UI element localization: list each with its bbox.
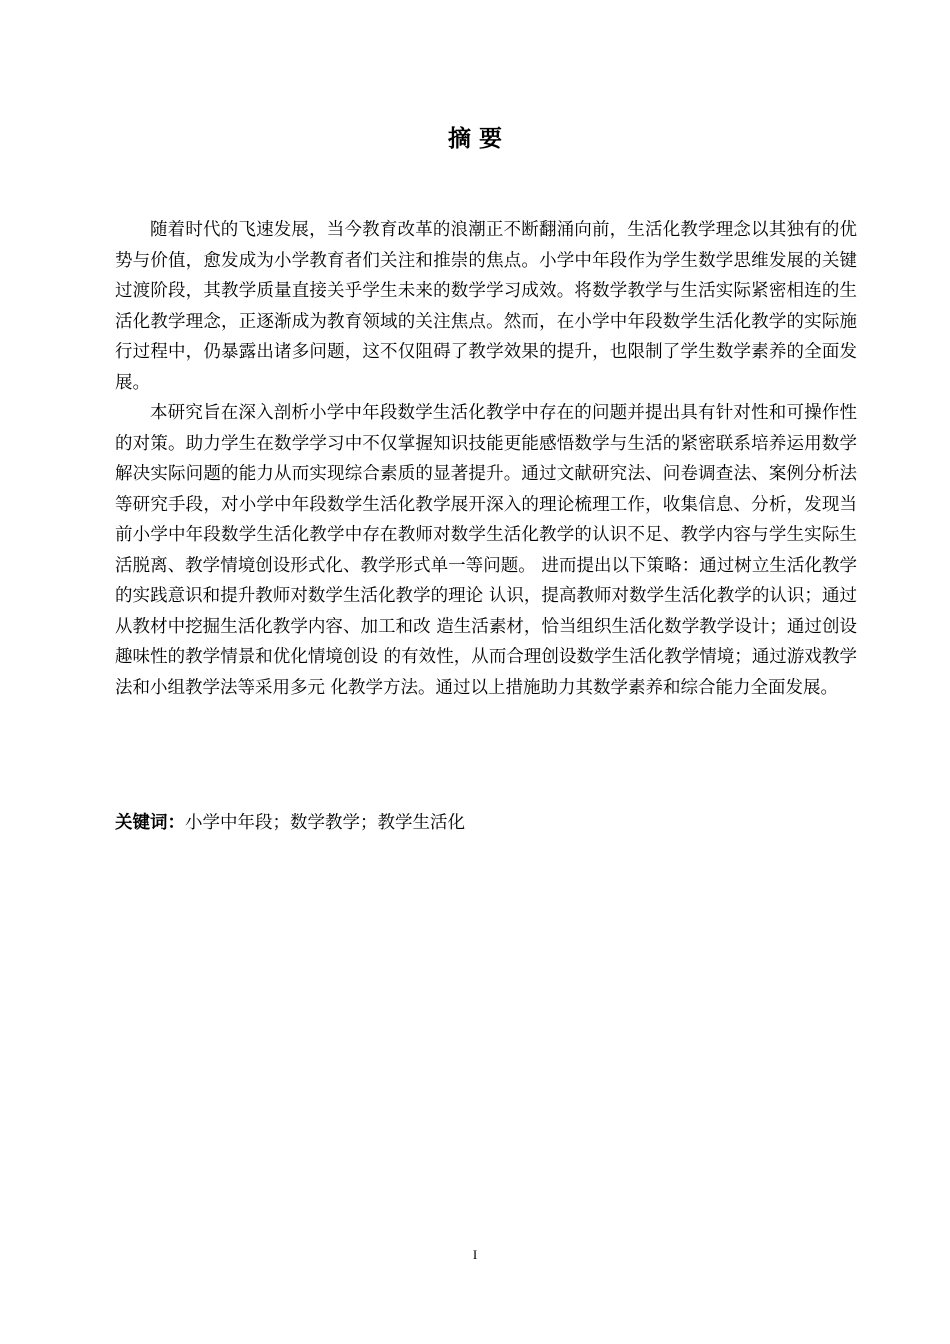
keywords-value: 小学中年段；数学教学；教学生活化	[185, 813, 465, 833]
abstract-title: 摘 要	[447, 126, 502, 152]
keywords-line	[115, 808, 857, 838]
keywords-label: 关键词：	[115, 813, 185, 833]
abstract-paragraph-1: 随着时代的飞速发展，当今教育改革的浪潮正不断翻涌向前，生活化教学理念以其独有的优势与价值，愈发成为小学教育者们关注和推崇的焦点。小学中年段作为学生数学思维发展的关键过渡阶段，其教学质量直接关乎学生未来的数学学习成效。将数学教学与生活实际紧密相连的生活化教学理念，正逐渐成为教育领域的关注焦点。然而，在小学中年段数学生活化教学的实际施行过程中，仍暴露出诸多问题，这不仅阻碍了教学效果的提升，也限制了学生数学素养的全面发展。	[115, 220, 857, 393]
page-number: I	[472, 1247, 478, 1262]
abstract-body	[115, 215, 857, 703]
abstract-paragraph-2: 本研究旨在深入剖析小学中年段数学生活化教学中存在的问题并提出具有针对性和可操作性的对策。助力学生在数学学习中不仅掌握知识技能更能感悟数学与生活的紧密联系培养运用数学解决实际问题的能力从而实现综合素质的显著提升。通过文献研究法、问卷调查法、案例分析法等研究手段，对小学中年段数学生活化教学展开深入的理论梳理工作，收集信息、分析，发现当前小学中年段数学生活化教学中存在教师对数学生活化教学的认识不足、教学内容与学生实际生活脱离、教学情境创设形式化、教学形式单一等问题。 进而提出以下策略：通过树立生活化教学的实践意识和提升教师对数学生活化教学的理论 认识，提高教师对数学生活化教学的认识；通过从教材中挖掘生活化教学内容、加工和改 造生活素材，恰当组织生活化数学教学设计；通过创设趣味性的教学情景和优化情境创设 的有效性，从而合理创设数学生活化教学情境；通过游戏教学法和小组教学法等采用多元 化教学方法。通过以上措施助力其数学素养和综合能力全面发展。	[115, 403, 857, 698]
